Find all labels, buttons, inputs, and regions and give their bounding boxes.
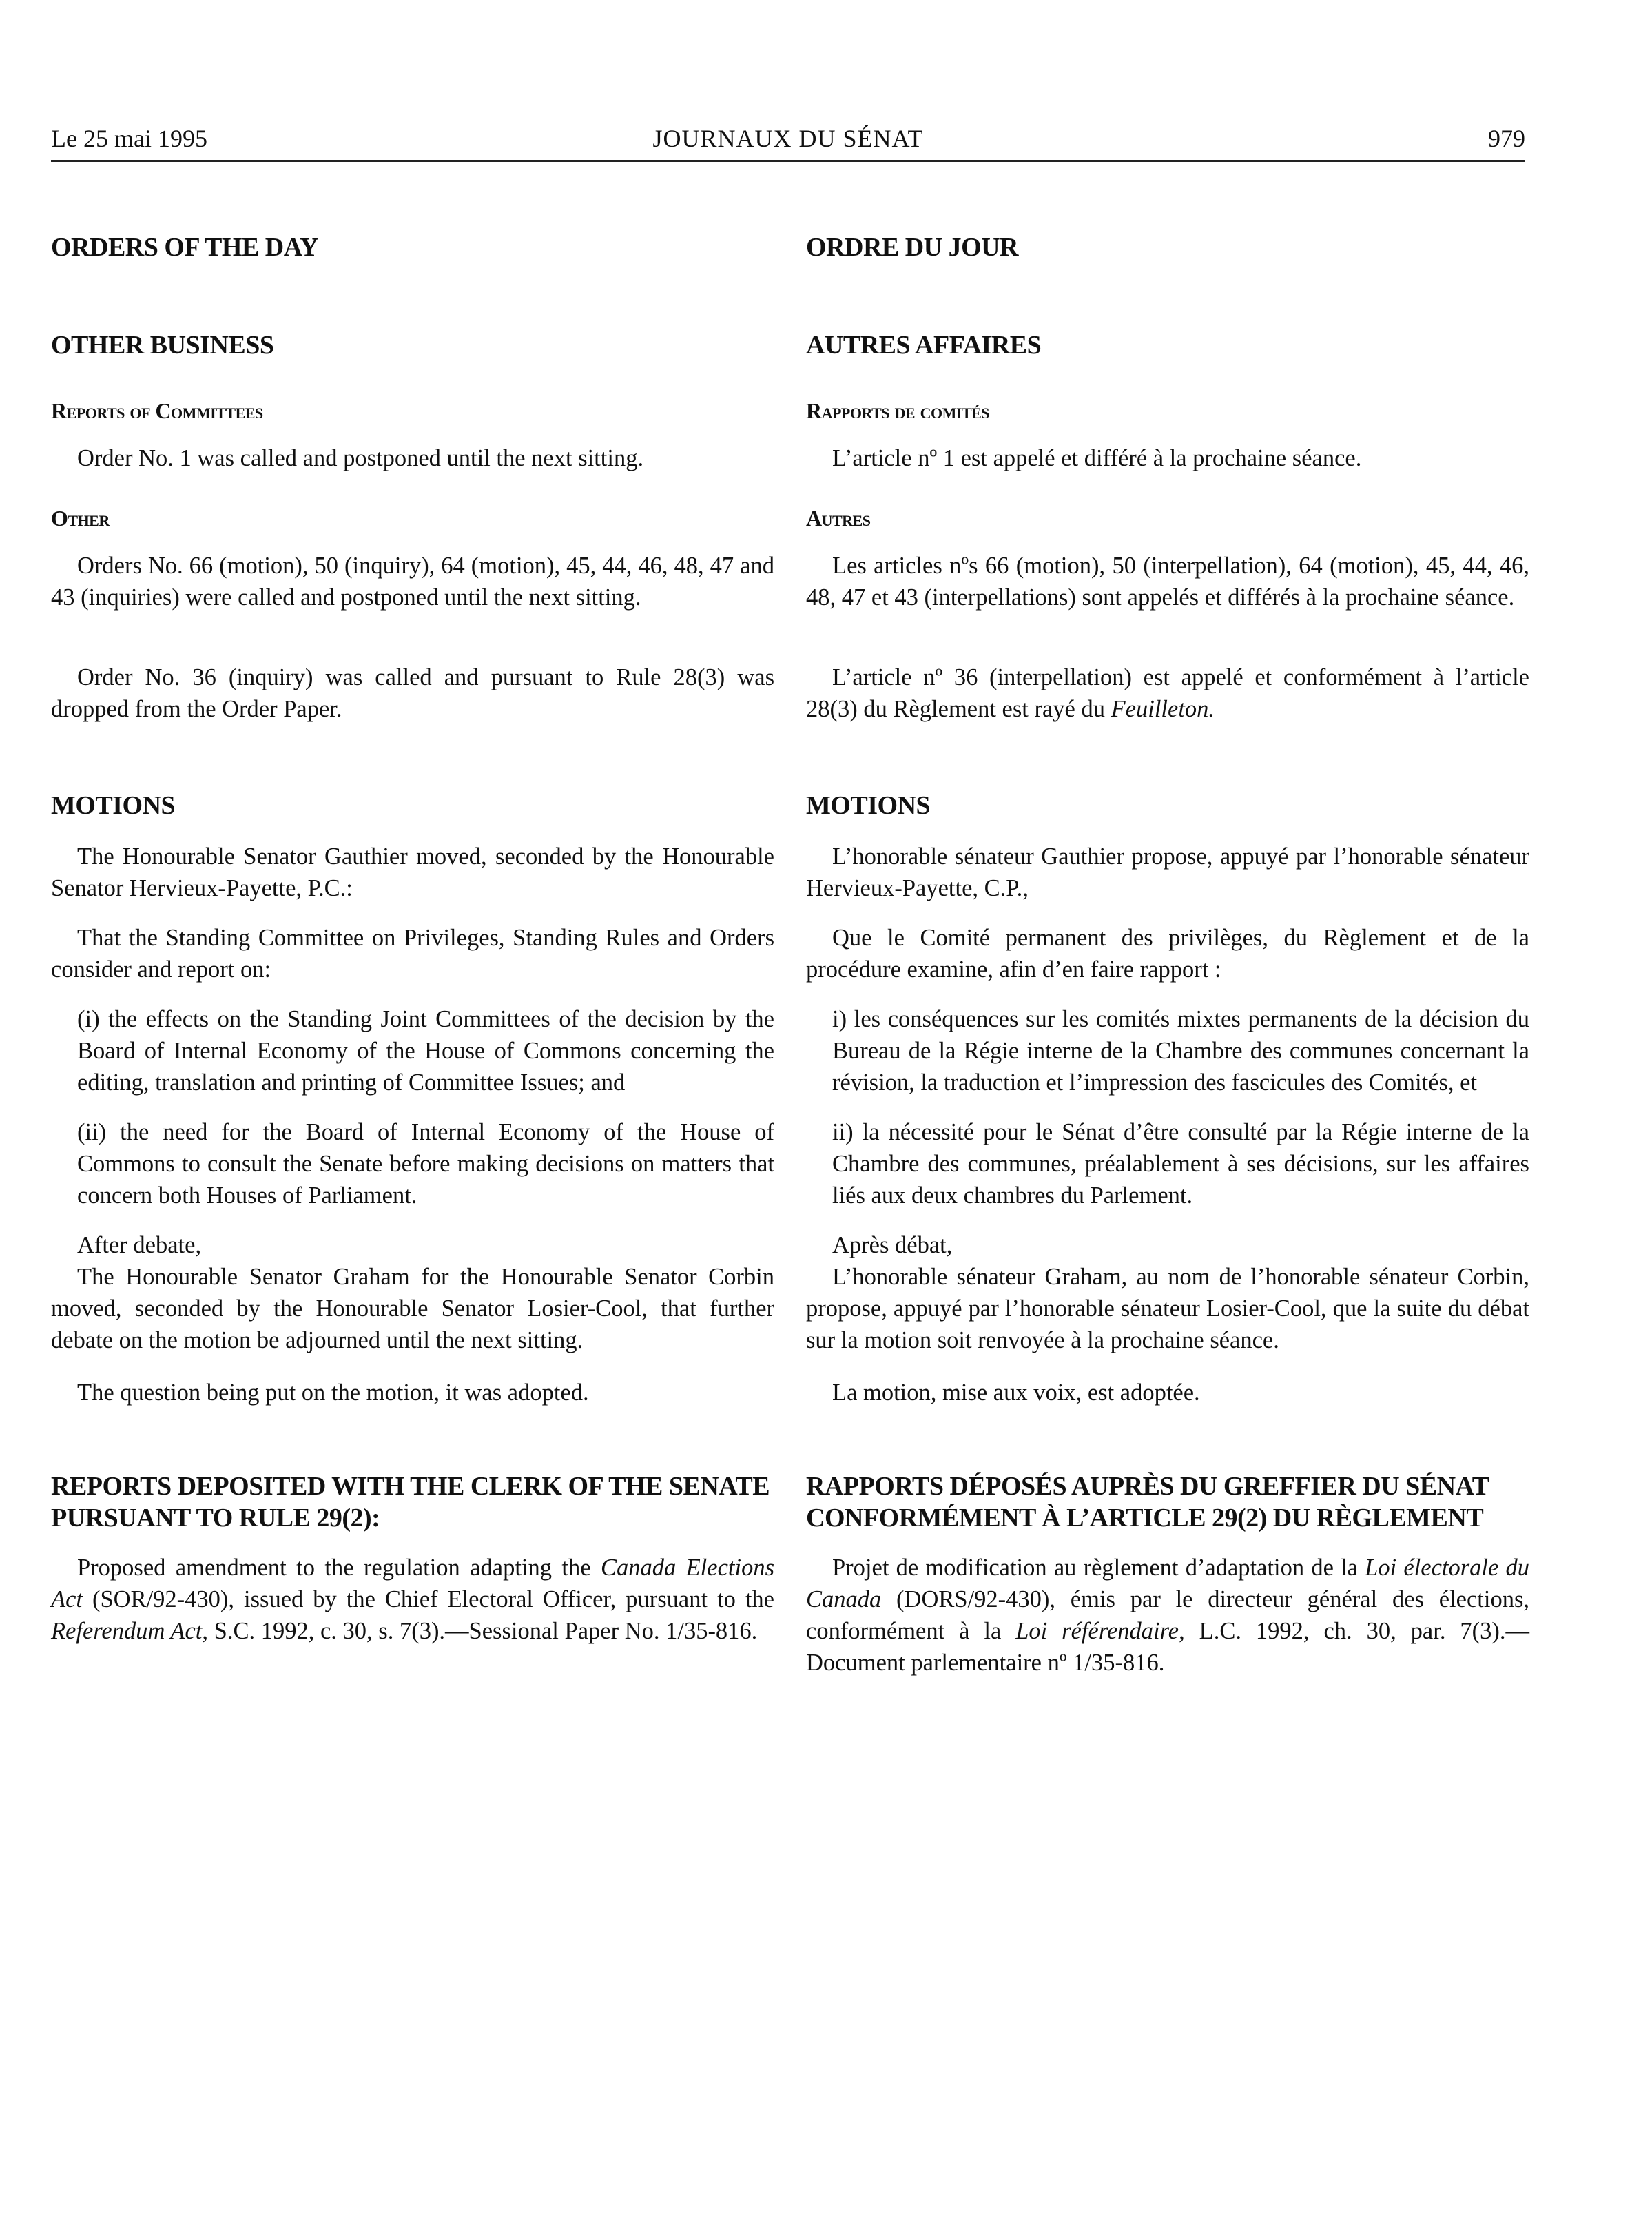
loi-electorale-title: Loi électorale du Canada	[806, 1555, 1529, 1612]
motion-intro-text: The Honourable Senator Gauthier moved, seconded by the Honourable Senator Hervieux-Payette, P.C.:	[51, 843, 774, 901]
motions-heading: MOTIONS	[51, 791, 176, 820]
motion-que-text: Que le Comité permanent des privilèges, du Règlement et de la procédure examine, afin d’en faire rapport :	[806, 925, 1529, 983]
motion-item-ii-fr: ii) la nécessité pour le Sénat d’être consulté par la Régie interne de la Chambre des communes, préalablement à ses décisions, sur les affaires liés aux deux chambres du Parlement.	[832, 1119, 1529, 1209]
header-journal-title: JOURNAUX DU SÉNAT	[652, 125, 924, 152]
orders-of-the-day-heading: ORDERS OF THE DAY	[51, 233, 319, 262]
canada-elections-act-title: Canada Elections Act	[51, 1555, 774, 1612]
proposed-amendment-text	[51, 1552, 774, 1647]
projet-modification-text	[806, 1552, 1529, 1679]
proposed-text-part-1: Proposed amendment to the regulation adapting the	[77, 1555, 601, 1581]
motion-intro-fr-text: L’honorable sénateur Gauthier propose, appuyé par l’honorable sénateur Hervieux-Payette, C.P.,	[806, 843, 1529, 901]
referendum-act-title: Referendum Act	[51, 1618, 203, 1644]
projet-text-part-1: Projet de modification au règlement d’adaptation de la	[832, 1555, 1365, 1581]
order-36-text: Order No. 36 (inquiry) was called and pursuant to Rule 28(3) was dropped from the Order Paper.	[51, 664, 774, 722]
orders-list-text: Orders No. 66 (motion), 50 (inquiry), 64 (motion), 45, 44, 46, 48, 47 and 43 (inquiries) were called and postponed until the next sitting.	[51, 553, 774, 611]
autres-heading: Autres	[806, 506, 871, 531]
projet-text-part-3: , L.C. 1992, ch. 30, par. 7(3).—Document parlementaire nº 1/35-816.	[806, 1618, 1529, 1676]
header-date: Le 25 mai 1995	[51, 125, 207, 152]
proposed-text-part-2: (SOR/92-430), issued by the Chief Electoral Officer, pursuant to the	[82, 1586, 774, 1612]
loi-referendaire-title: Loi référendaire	[1015, 1618, 1179, 1644]
english-column	[51, 207, 774, 1647]
projet-text-part-2: (DORS/92-430), émis par le directeur général des élections, conformément à la	[806, 1586, 1529, 1644]
motion-that-text: That the Standing Committee on Privileges, Standing Rules and Orders consider and report on:	[51, 925, 774, 983]
mise-aux-voix-text: La motion, mise aux voix, est adoptée.	[832, 1380, 1200, 1406]
reports-of-committees-heading: Reports of Committees	[51, 398, 263, 423]
rapports-de-comites-heading: Rapports de comités	[806, 398, 989, 423]
other-business-heading: OTHER BUSINESS	[51, 331, 274, 360]
after-debate-text: After debate,	[77, 1232, 202, 1258]
motion-item-ii: (ii) the need for the Board of Internal Economy of the House of Commons to consult the Senate before making decisions on matters that concern both Houses of Parliament.	[77, 1119, 774, 1209]
apres-debat-text: Après débat,	[832, 1232, 953, 1258]
motions-fr-heading: MOTIONS	[806, 791, 931, 820]
graham-motion-fr-text: L’honorable sénateur Graham, au nom de l’honorable sénateur Corbin, propose, appuyé par l’honorable sénateur Losier-Cool, que la suite du débat sur la motion soit renvoyée à la prochaine séance.	[806, 1264, 1529, 1353]
question-put-text: The question being put on the motion, it was adopted.	[77, 1380, 589, 1406]
order-no-1-text: Order No. 1 was called and postponed until the next sitting.	[77, 445, 644, 471]
graham-motion-text: The Honourable Senator Graham for the Honourable Senator Corbin moved, seconded by the Honourable Senator Losier-Cool, that further debate on the motion be adjourned until the next sitting.	[51, 1264, 774, 1353]
ordre-du-jour-heading: ORDRE DU JOUR	[806, 233, 1019, 262]
article-36-text	[806, 662, 1529, 725]
header-page-number: 979	[1488, 125, 1525, 152]
proposed-text-part-3: , S.C. 1992, c. 30, s. 7(3).—Sessional Paper No. 1/35-816.	[202, 1618, 758, 1644]
motion-item-i-fr: i) les conséquences sur les comités mixtes permanents de la décision du Bureau de la Régie interne de la Chambre des communes concernant la révision, la traduction et l’impression des fascicules des Comités, et	[832, 1006, 1529, 1096]
french-column	[806, 207, 1529, 1679]
other-heading: Other	[51, 506, 110, 531]
page-header	[51, 121, 1525, 162]
autres-affaires-heading: AUTRES AFFAIRES	[806, 331, 1042, 360]
articles-list-text: Les articles nºs 66 (motion), 50 (interpellation), 64 (motion), 45, 44, 46, 48, 47 et 43 (interpellations) sont appelés et différés à la prochaine séance.	[806, 553, 1529, 611]
article-1-text: L’article nº 1 est appelé et différé à la prochaine séance.	[832, 445, 1362, 471]
motion-item-i: (i) the effects on the Standing Joint Committees of the decision by the Board of Internal Economy of the House of Commons concerning the editing, translation and printing of Committee Issues; and	[77, 1006, 774, 1096]
rapports-deposes-heading: RAPPORTS DÉPOSÉS AUPRÈS DU GREFFIER DU SÉNAT CONFORMÉMENT À L’ARTICLE 29(2) DU RÈGLEMENT	[806, 1472, 1489, 1532]
article-36-part-1: L’article nº 36 (interpellation) est appelé et conformément à l’article 28(3) du Règlement est rayé du	[806, 664, 1529, 722]
reports-deposited-heading: REPORTS DEPOSITED WITH THE CLERK OF THE SENATE PURSUANT TO RULE 29(2):	[51, 1472, 770, 1532]
feuilleton-title: Feuilleton.	[1111, 696, 1215, 722]
